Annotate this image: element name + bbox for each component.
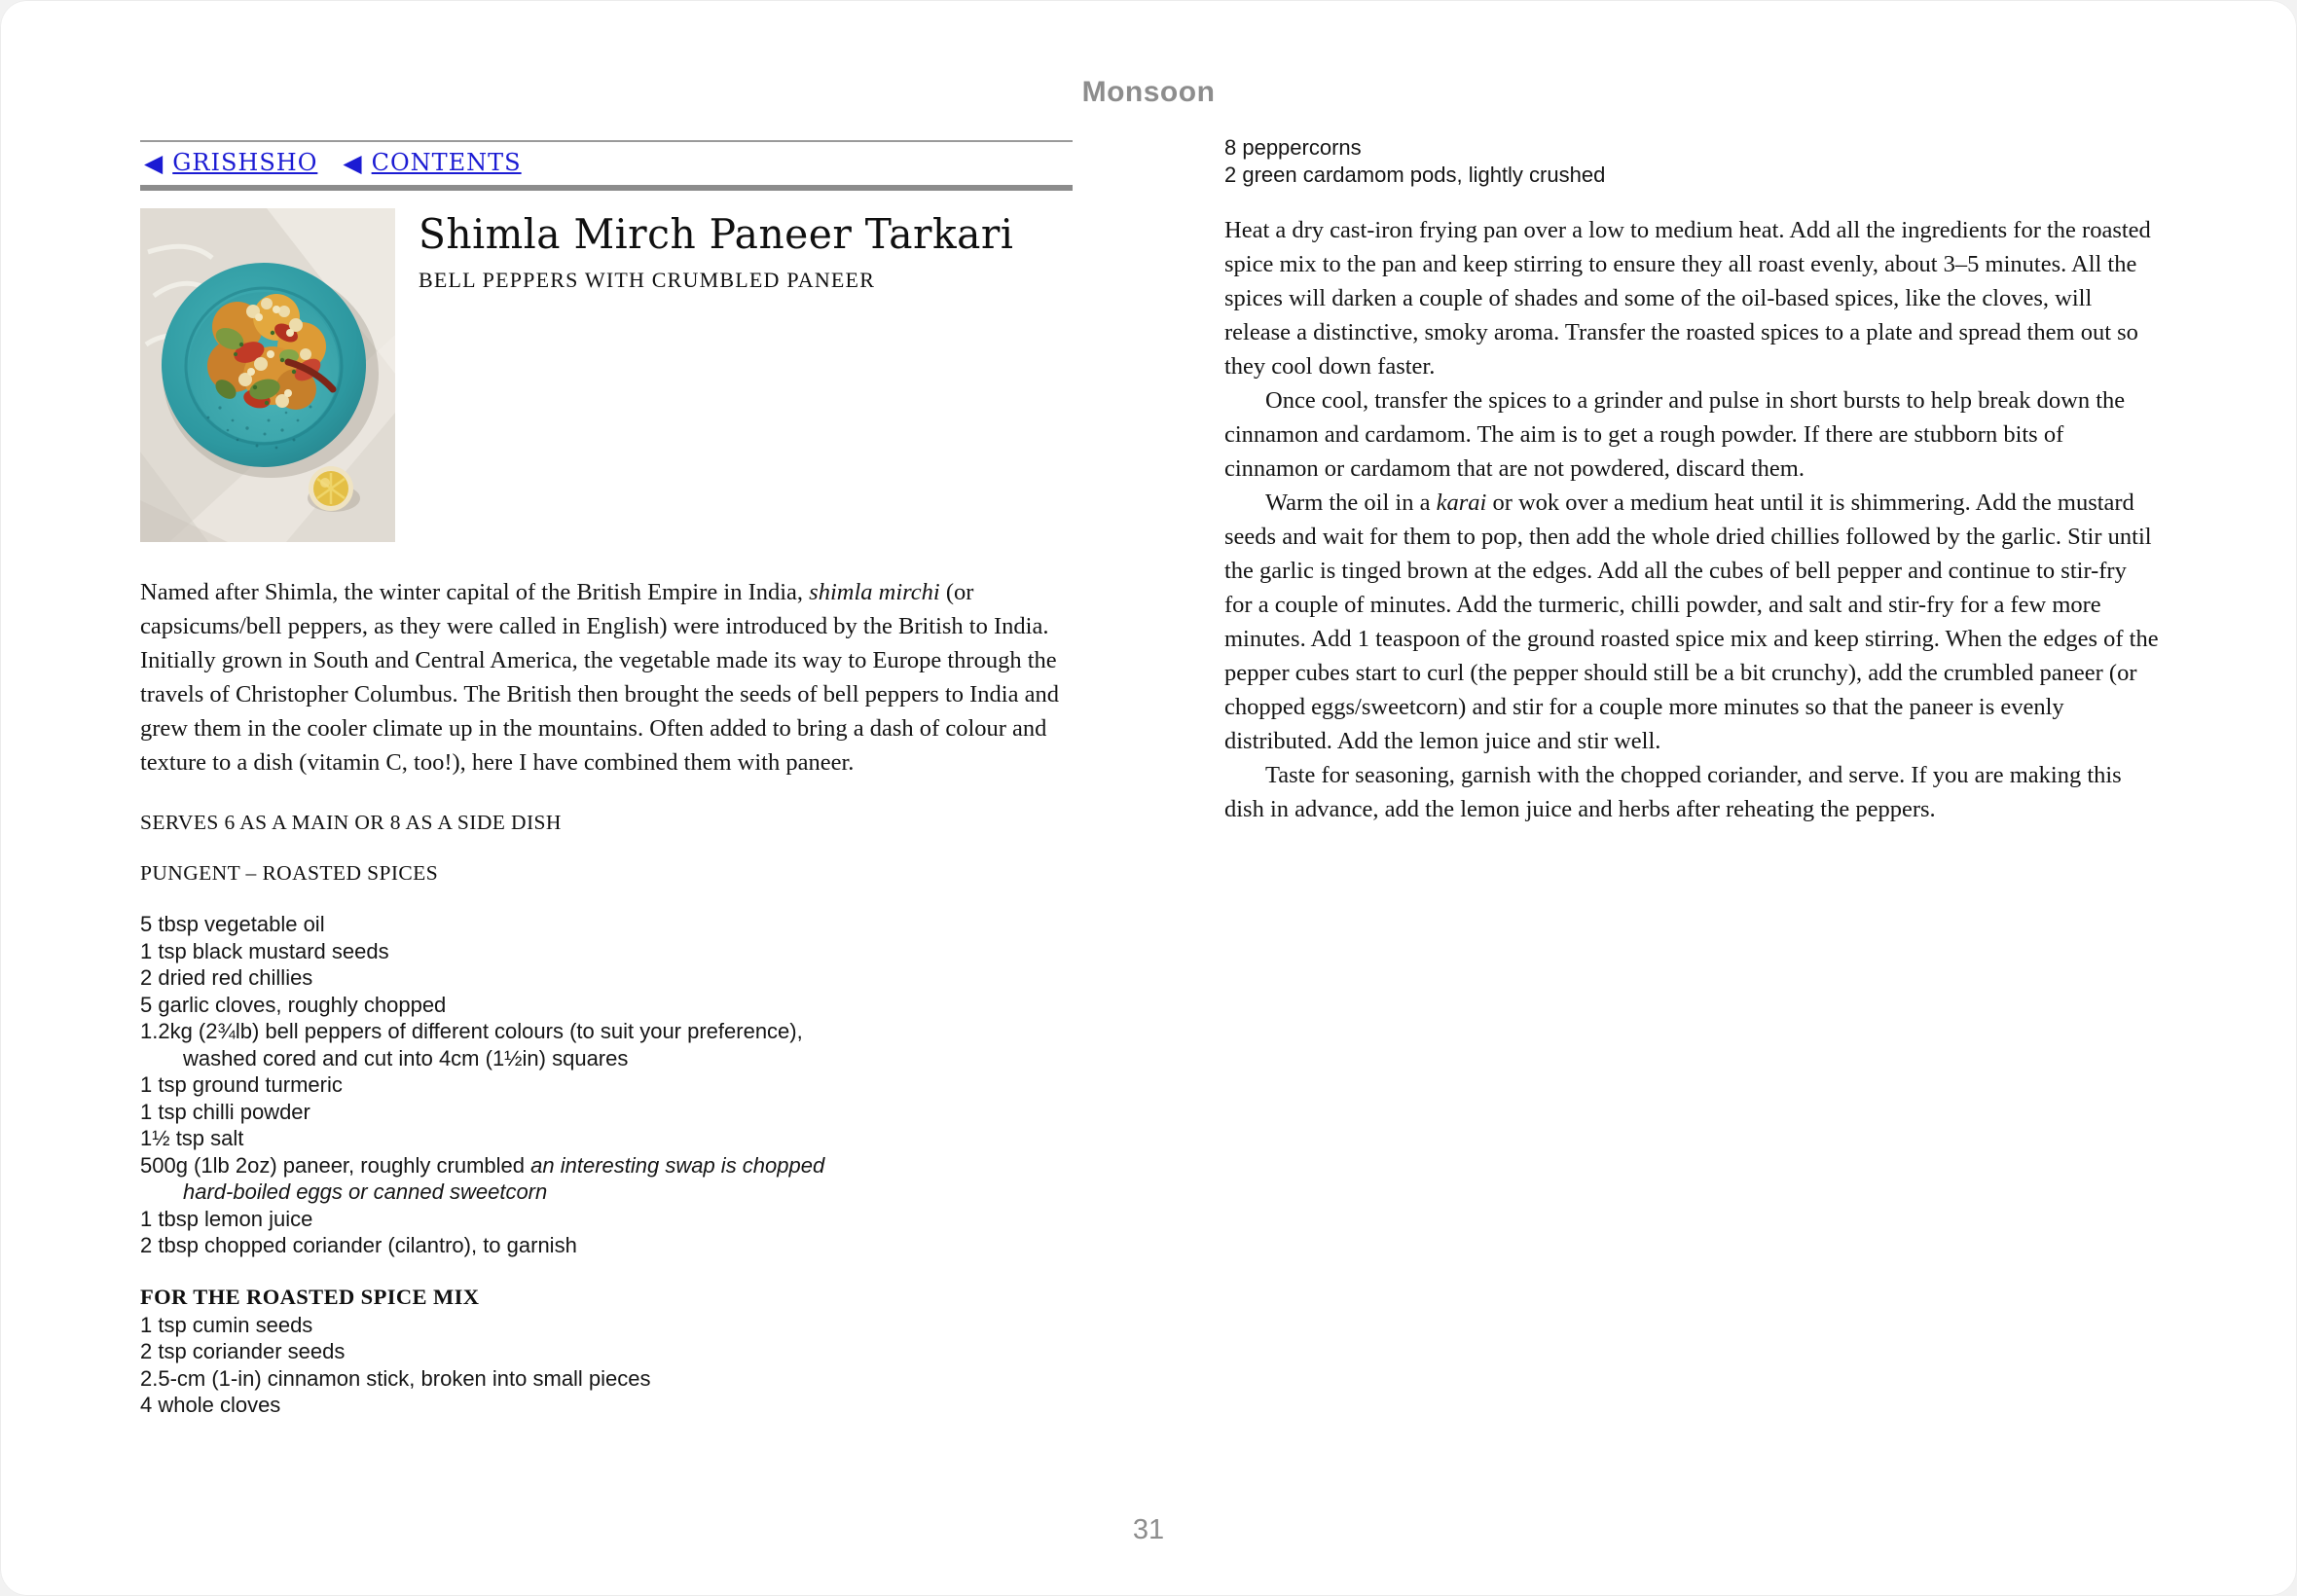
back-triangle-icon: ◀	[144, 148, 164, 177]
nav-link-label: GRISHSHO	[172, 149, 318, 176]
ingredient-line: 2 tbsp chopped coriander (cilantro), to garnish	[140, 1233, 577, 1257]
page-number: 31	[1132, 1514, 1165, 1545]
nav-link-contents[interactable]	[343, 149, 521, 176]
dish-photo	[140, 208, 395, 542]
ingredient-list	[140, 911, 1073, 1259]
ingredient-line: 2 green cardamom pods, lightly crushed	[1224, 162, 1606, 187]
ingredient-line: 1 tsp black mustard seeds	[140, 938, 389, 963]
ingredient-line: 1 tbsp lemon juice	[140, 1206, 313, 1231]
ingredient-line: 1 tsp cumin seeds	[140, 1312, 313, 1337]
ingredient-line: 1.2kg (2¾lb) bell peppers of different colours (to suit your preference),	[140, 1019, 803, 1043]
ingredient-line: 5 tbsp vegetable oil	[140, 912, 325, 936]
ingredient-line: 1 tsp ground turmeric	[140, 1072, 343, 1097]
method-paragraph: Taste for seasoning, garnish with the chopped coriander, and serve. If you are making this dish in advance, add the lemon juice and herbs after reheating the peppers.	[1224, 762, 2122, 822]
ingredient-line: 1 tsp chilli powder	[140, 1099, 310, 1124]
ingredient-line: 1½ tsp salt	[140, 1126, 244, 1150]
serves-line: SERVES 6 AS A MAIN OR 8 AS A SIDE DISH	[140, 811, 562, 834]
nav-link-label: CONTENTS	[371, 149, 522, 176]
recipe-subtitle: BELL PEPPERS WITH CRUMBLED PANEER	[419, 268, 876, 292]
flavour-line: PUNGENT – ROASTED SPICES	[140, 861, 439, 885]
ingredient-list-continued	[1224, 134, 2159, 188]
method-paragraph: Heat a dry cast-iron frying pan over a low to medium heat. Add all the ingredients for the roasted spice mix to the pan and keep stirring to ensure they all roast evenly, about 3–5 minutes. All the spices will darken a couple of shades and some of the oil-based spices, like the cloves, will release a distinctive, smoky aroma. Transfer the roasted spices to a plate and spread them out so they cool down faster.	[1224, 217, 2151, 380]
method-section	[1224, 213, 2159, 826]
ingredient-line: 8 peppercorns	[1224, 135, 1362, 160]
method-paragraph: Warm the oil in a karai or wok over a medium heat until it is shimmering. Add the mustard seeds and wait for them to pop, then add the whole dried chillies followed by the garlic. Stir until the garlic is tinged brown at the edges. Add all the cubes of bell pepper and continue to stir-fry for a couple of minutes. Add the turmeric, chilli powder, and salt and stir-fry for a few more minutes. Add 1 teaspoon of the ground roasted spice mix and keep stirring. When the edges of the pepper cubes start to curl (the pepper should still be a bit crunchy), add the crumbled paneer (or chopped eggs/sweetcorn) and stir for a couple more minutes so that the paneer is evenly distributed. Add the lemon juice and stir well.	[1224, 490, 2159, 754]
method-paragraph: Once cool, transfer the spices to a grinder and pulse in short bursts to help break down the cinnamon and cardamom. The aim is to get a rough powder. If there are stubborn bits of cinnamon or cardamom that are not powdered, discard them.	[1224, 387, 2126, 482]
left-column	[140, 140, 1073, 1419]
back-triangle-icon: ◀	[343, 148, 362, 177]
title-block	[419, 208, 1032, 542]
title-row	[140, 208, 1073, 542]
nav-link-grishsho[interactable]	[144, 149, 317, 176]
intro-paragraph: Named after Shimla, the winter capital of the British Empire in India, shimla mirchi (or capsicums/bell peppers, as they were called in English) were introduced by the British to India. Initially grown in South and Central America, the vegetable made its way to Europe through the travels of Christopher Columbus. The British then brought the seeds of bell peppers to India and grew them in the cooler climate up in the mountains. Often added to bring a dash of colour and texture to a dish (vitamin C, too!), here I have combined them with paneer.	[140, 579, 1059, 776]
spice-mix-list	[140, 1312, 1073, 1419]
chapter-header: Monsoon	[1081, 76, 1216, 108]
right-column	[1224, 134, 2159, 826]
nav-bar	[140, 142, 1073, 185]
ingredient-line: 500g (1lb 2oz) paneer, roughly crumbled an interesting swap is chopped	[140, 1152, 825, 1178]
ingredient-line-continuation: hard-boiled eggs or canned sweetcorn	[183, 1179, 548, 1204]
ingredient-line: 2 tsp coriander seeds	[140, 1339, 346, 1363]
ingredient-line: 5 garlic cloves, roughly chopped	[140, 992, 447, 1017]
spice-mix-heading: FOR THE ROASTED SPICE MIX	[140, 1284, 480, 1309]
ingredient-line: 2 dried red chillies	[140, 965, 313, 990]
ingredient-line: 2.5-cm (1-in) cinnamon stick, broken into small pieces	[140, 1365, 651, 1391]
recipe-title: Shimla Mirch Paneer Tarkari	[419, 210, 1014, 258]
title-rule	[140, 185, 1073, 191]
ingredient-line: 4 whole cloves	[140, 1393, 281, 1417]
ingredient-line-continuation: washed cored and cut into 4cm (1½in) squares	[183, 1045, 629, 1070]
